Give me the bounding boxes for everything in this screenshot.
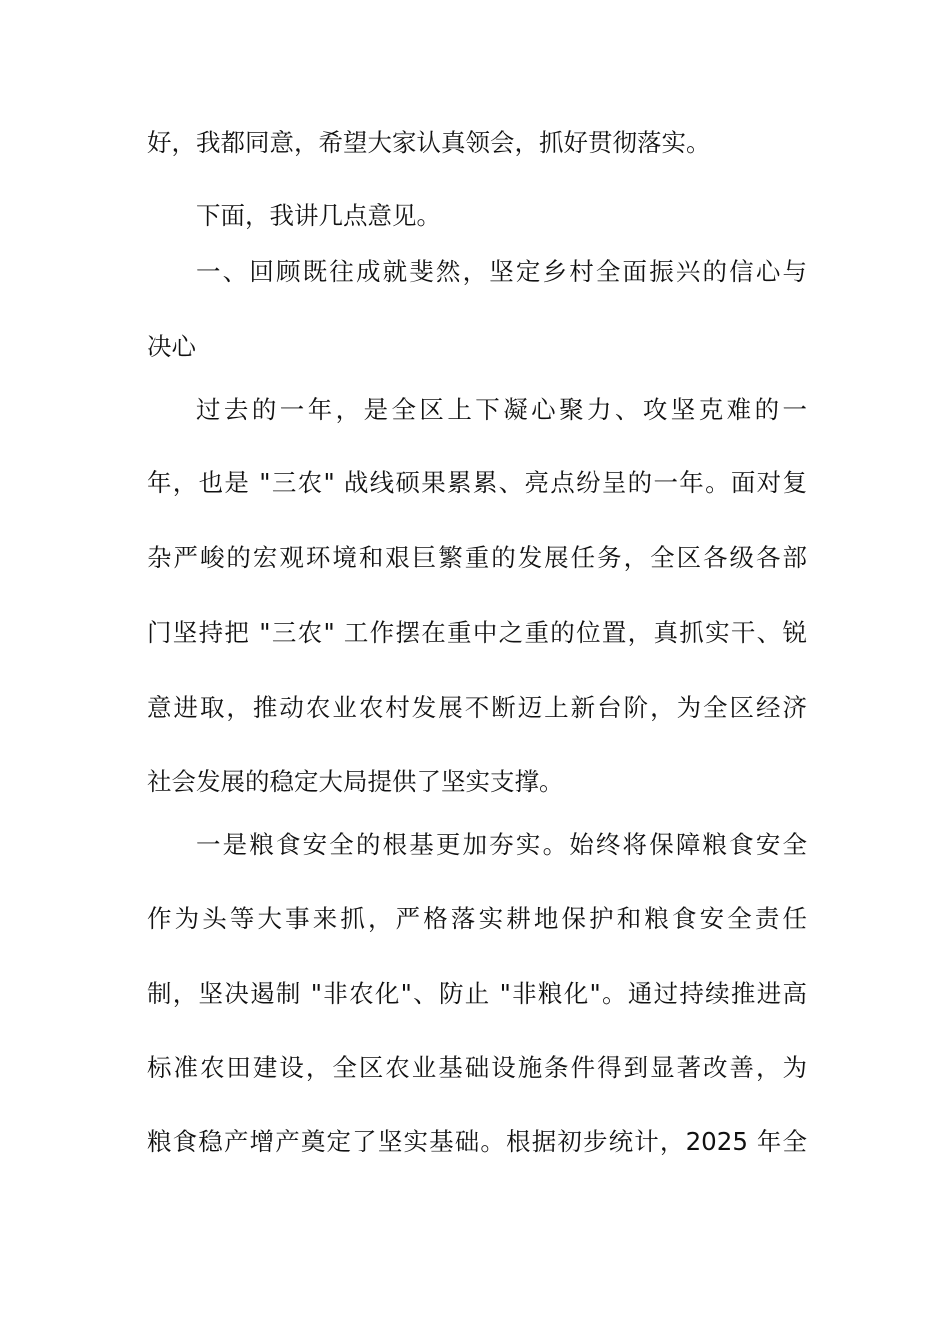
text-line-15: 粮食稳产增产奠定了坚实基础。根据初步统计，2025 年全 — [147, 1127, 807, 1156]
text-line-1: 好，我都同意，希望大家认真领会，抓好贯彻落实。 — [147, 128, 711, 157]
text-line-10: 社会发展的稳定大局提供了坚实支撑。 — [147, 767, 564, 796]
text-line-13: 制，坚决遏制 "非农化"、防止 "非粮化"。通过持续推进高 — [147, 979, 807, 1008]
text-line-14: 标准农田建设，全区农业基础设施条件得到显著改善，为 — [147, 1053, 807, 1082]
text-line-5: 过去的一年，是全区上下凝心聚力、攻坚克难的一 — [196, 395, 807, 424]
text-line-9: 意进取，推动农业农村发展不断迈上新台阶，为全区经济 — [147, 693, 807, 722]
section-heading-line-1: 一、回顾既往成就斐然，坚定乡村全面振兴的信心与 — [196, 257, 807, 286]
text-line-12: 作为头等大事来抓，严格落实耕地保护和粮食安全责任 — [147, 904, 807, 933]
text-line-11: 一是粮食安全的根基更加夯实。始终将保障粮食安全 — [196, 830, 807, 859]
text-line-8: 门坚持把 "三农" 工作摆在重中之重的位置，真抓实干、锐 — [147, 618, 807, 647]
section-heading-line-2: 决心 — [147, 332, 196, 361]
text-line-7: 杂严峻的宏观环境和艰巨繁重的发展任务，全区各级各部 — [147, 543, 807, 572]
text-line-2: 下面，我讲几点意见。 — [196, 201, 441, 230]
text-line-6: 年，也是 "三农" 战线硕果累累、亮点纷呈的一年。面对复 — [147, 468, 807, 497]
